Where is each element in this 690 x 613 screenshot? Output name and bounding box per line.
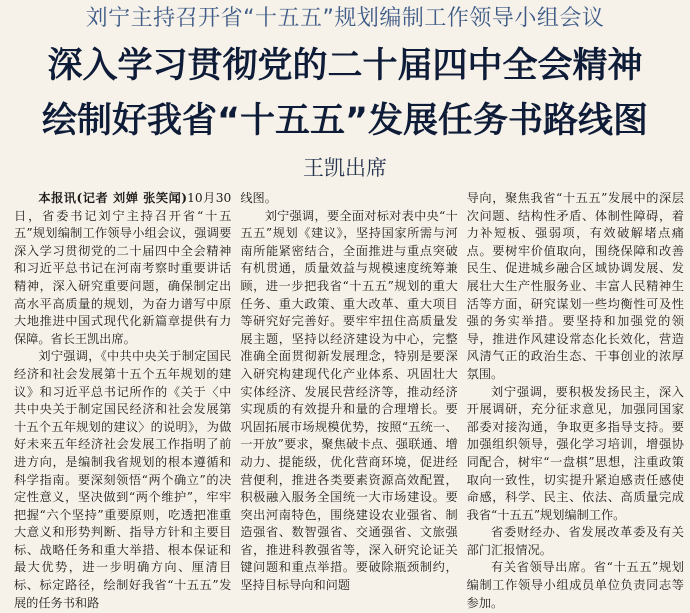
article-paragraph: 刘宁强调，要积极发扬民主，深入开展调研，充分征求意见，加强同国家部委对接沟通，争取更多指导支持。要加强组织领导，强化学习培训，增强协同配合，树牢“一盘棋”思想，注重政策取向一致性，切实提升紧迫感责任感使命感，科学、民主、依法、高质量完成我省“十五五”规划编制工作。 bbox=[466, 384, 684, 522]
headline-line-2: 绘制好我省“十五五”发展任务书路线图 bbox=[41, 101, 648, 141]
article-column-2 bbox=[240, 190, 457, 610]
article-column-3 bbox=[467, 190, 684, 610]
article-column-1 bbox=[14, 190, 231, 610]
article-paragraph: 刘宁强调，《中共中央关于制定国民经济和社会发展第十五个五年规划的建议》和习近平总书记所作的《关于〈中共中央关于制定国民经济和社会发展第十五个五年规划的建议〉的说明》，为做好未来五年经济社会发展工作指明了前进方向，是编制我省规划的根本遵循和科学指南。要深刻领悟“两个确立”的决定性意义，坚决做到“两个维护”，牢牢把握“六个坚持”重要原则，吃透把准重大意义和形势判断、指导方针和主要目标、战略任务和重大举措、根本保证和最大优势，进一步明确方向、厘清目标、标定路径，绘制好我省“十五五”发展的任务书和路 bbox=[14, 349, 232, 610]
byline: 本报讯(记者 刘婵 张笑闻) bbox=[38, 191, 188, 205]
article-paragraph: 线图。 bbox=[240, 191, 277, 205]
article-paragraph: 刘宁强调，要全面对标对表中央“十五五”规划《建议》，坚持国家所需与河南所能紧密结合，全面推进与重点突破有机贯通，质量效益与规模速度统筹兼顾，进一步把我省“十五五”规划的重大任务、重大政策、重大改革、重大项目等研究好完善好。要牢牢扭住高质量发展主题，坚持以经济建设为中心，完整准确全面贯彻新发展理念，特别是要深入研究构建现代化产业体系、巩固壮大实体经济、发展民营经济等，推动经济实现质的有效提升和量的合理增长。要巩固拓展市场规模优势，按照“五统一、一开放”要求，聚焦破卡点、强联通、增动力、提能级，优化营商环境，促进经营便利，推进各类要素资源高效配置，积极融入服务全国统一大市场建设。要突出河南特色，围绕建设农业强省、制造强省、数智强省、交通强省、文旅强省，推进科教强省等，深入研究论证关键问题和重点举措。要破除瓶颈制约，坚持目标导向和问题 bbox=[240, 208, 458, 593]
article-paragraph: 导向，聚焦我省“十五五”发展中的深层次问题、结构性矛盾、体制性障碍，着力补短板、强弱项，有效破解堵点痛点。要树牢价值取向，围绕保障和改善民生、促进城乡融合区域协调发展、发展壮大生产性服务业、丰富人民精神生活等方面，研究谋划一些均衡性可及性强的务实举措。要坚持和加强党的领导，推进作风建设常态化长效化，营造风清气正的政治生态、干事创业的浓厚氛围。 bbox=[466, 191, 684, 381]
subtitle: 王凯出席 bbox=[303, 156, 387, 180]
article-paragraph bbox=[14, 190, 231, 348]
article-paragraph: 有关省领导出席。省“十五五”规划编制工作领导小组成员单位负责同志等参加。 bbox=[466, 560, 684, 610]
article-body bbox=[14, 190, 684, 610]
kicker-title: 刘宁主持召开省“十五五”规划编制工作领导小组会议 bbox=[85, 6, 605, 31]
paragraph-text: 10月30日，省委书记刘宁主持召开省“十五五”规划编制工作领导小组会议，强调要深入学习贯彻党的二十届四中全会精神和习近平总书记在河南考察时重要讲话精神，深入研究重要问题，确保制定出高水平高质量的规划，为奋力谱写中原大地推进中国式现代化新篇章提供有力保障。省长王凯出席。 bbox=[14, 191, 232, 346]
article-paragraph: 省委财经办、省发展改革委及有关部门汇报情况。 bbox=[466, 525, 684, 557]
headline-line-1: 深入学习贯彻党的二十届四中全会精神 bbox=[47, 46, 643, 86]
